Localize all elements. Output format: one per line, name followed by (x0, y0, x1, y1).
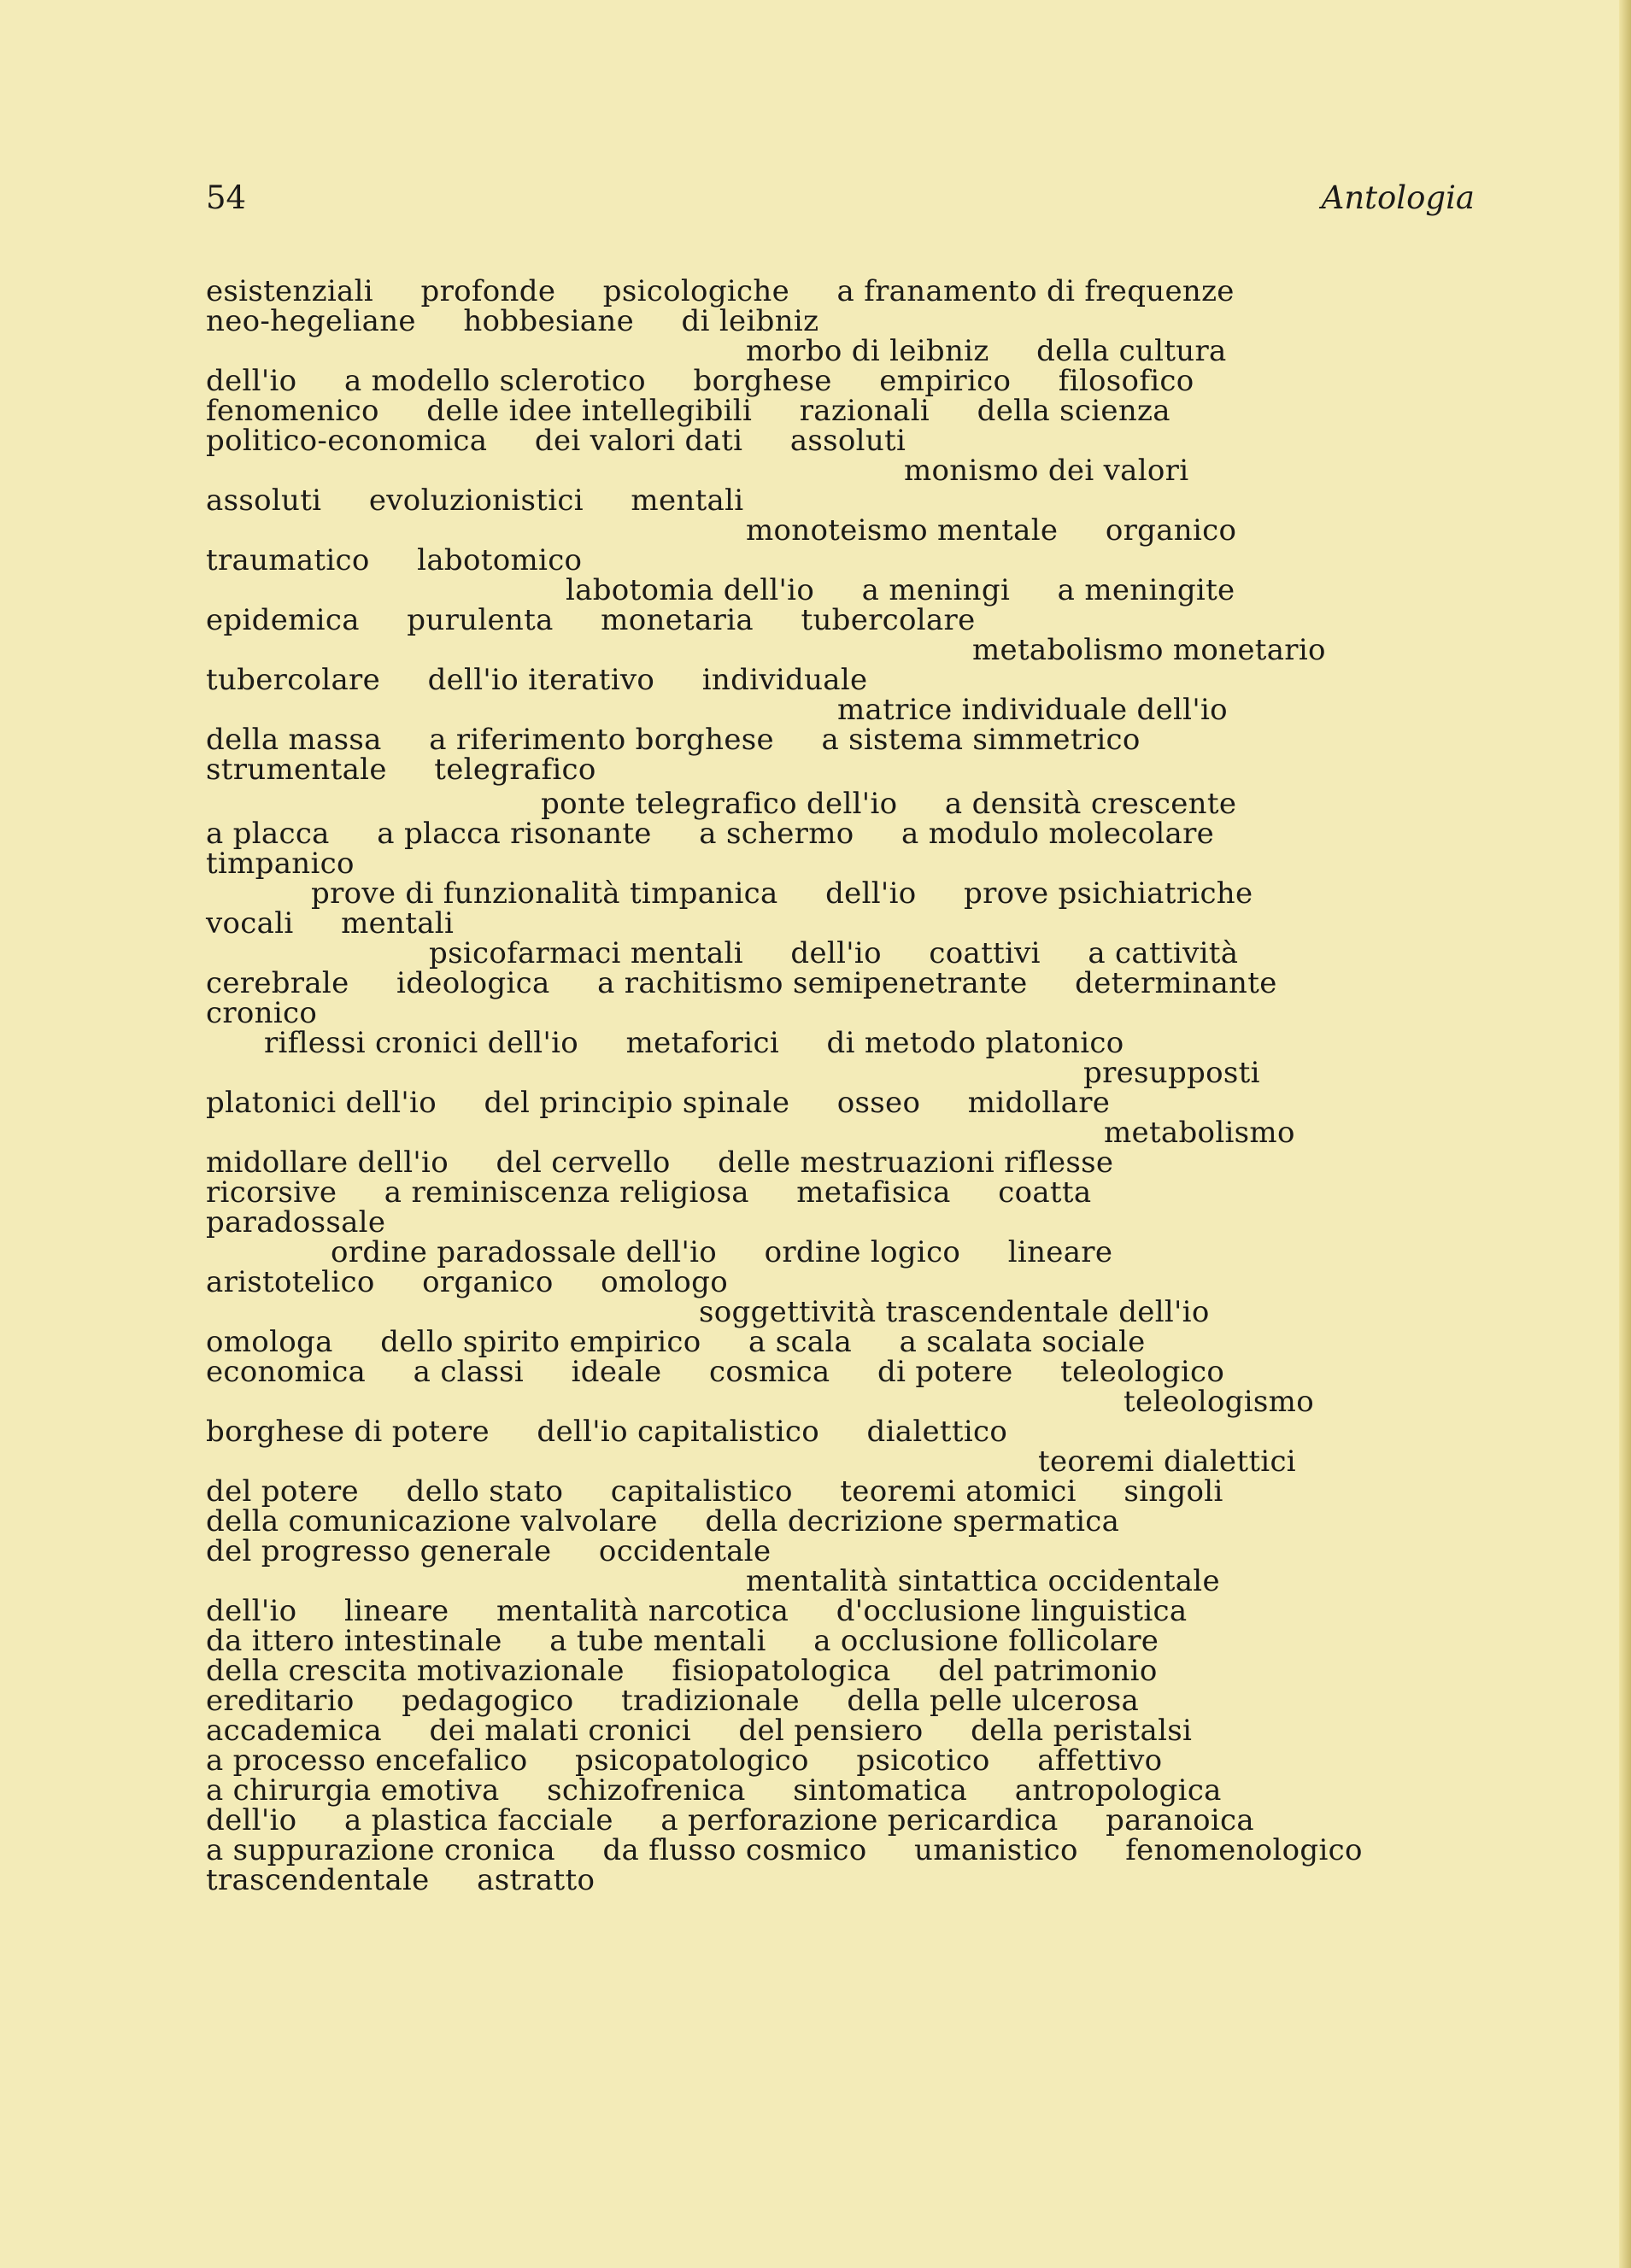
poem-line: metabolismo (1104, 1116, 1295, 1150)
poem-line: assoluti evoluzionistici mentali (206, 483, 744, 518)
poem-line: cerebrale ideologica a rachitismo semipenetrante determinante (206, 966, 1277, 1000)
poem-line: monismo dei valori (904, 454, 1189, 488)
poem-line: a processo encefalico psicopatologico psicotico affettivo (206, 1743, 1163, 1778)
poem-line: paradossale (206, 1205, 386, 1239)
poem-line: della massa a riferimento borghese a sistema simmetrico (206, 723, 1141, 757)
poem-line: omologa dello spirito empirico a scala a scalata sociale (206, 1325, 1146, 1359)
poem-line: timpanico (206, 847, 355, 881)
poem-line: traumatico labotomico (206, 543, 583, 577)
poem-line: da ittero intestinale a tube mentali a occlusione follicolare (206, 1624, 1159, 1658)
running-title: Antologia (1321, 179, 1475, 216)
poem-line: aristotelico organico omologo (206, 1265, 728, 1299)
poem-line: mentalità sintattica occidentale (746, 1564, 1220, 1598)
poem-line: presupposti (1083, 1056, 1260, 1090)
poem-line: economica a classi ideale cosmica di potere teleologico (206, 1355, 1225, 1389)
poem-line: labotomia dell'io a meningi a meningite (566, 573, 1235, 607)
poem-line: della comunicazione valvolare della decrizione spermatica (206, 1504, 1120, 1538)
poem-line: del potere dello stato capitalistico teoremi atomici singoli (206, 1474, 1223, 1509)
poem-line: accademica dei malati cronici del pensiero della peristalsi (206, 1714, 1193, 1748)
poem-line: neo-hegeliane hobbesiane di leibniz (206, 304, 819, 338)
poem-line: trascendentale astratto (206, 1863, 595, 1897)
poem-line: vocali mentali (206, 906, 455, 941)
poem-line: del progresso generale occidentale (206, 1534, 771, 1568)
poem-line: matrice individuale dell'io (837, 693, 1228, 727)
poem-line: esistenziali profonde psicologiche a franamento di frequenze (206, 274, 1235, 308)
poem-line: ordine paradossale dell'io ordine logico lineare (331, 1235, 1113, 1269)
poem-line: teleologismo (1124, 1385, 1314, 1419)
poem-line: ponte telegrafico dell'io a densità crescente (541, 787, 1237, 821)
poem-line: dell'io a plastica facciale a perforazione pericardica paranoica (206, 1803, 1254, 1837)
poem-line: psicofarmaci mentali dell'io coattivi a cattività (429, 936, 1239, 970)
poem-line: fenomenico delle idee intellegibili razionali della scienza (206, 394, 1170, 428)
poem-line: soggettività trascendentale dell'io (699, 1295, 1210, 1329)
poem-line: metabolismo monetario (972, 633, 1326, 667)
poem-line: teoremi dialettici (1038, 1445, 1296, 1479)
poem-line: borghese di potere dell'io capitalistico dialettico (206, 1415, 1008, 1449)
poem-line: politico-economica dei valori dati assoluti (206, 424, 906, 458)
poem-line: ricorsive a reminiscenza religiosa metafisica coatta (206, 1175, 1092, 1210)
poem-line: a placca a placca risonante a schermo a modulo molecolare (206, 817, 1215, 851)
poem-line: dell'io a modello sclerotico borghese empirico filosofico (206, 364, 1194, 398)
poem-line: dell'io lineare mentalità narcotica d'occlusione linguistica (206, 1594, 1188, 1628)
poem-line: platonici dell'io del principio spinale osseo midollare (206, 1086, 1111, 1120)
poem-line: morbo di leibniz della cultura (746, 334, 1227, 368)
poem-line: a suppurazione cronica da flusso cosmico umanistico fenomenologico (206, 1833, 1363, 1867)
poem-line: tubercolare dell'io iterativo individuale (206, 663, 868, 697)
poem-line: a chirurgia emotiva schizofrenica sintomatica antropologica (206, 1773, 1222, 1808)
poem-line: strumentale telegrafico (206, 753, 596, 787)
poem-line: ereditario pedagogico tradizionale della pelle ulcerosa (206, 1684, 1140, 1718)
poem-line: della crescita motivazionale fisiopatologica del patrimonio (206, 1654, 1158, 1688)
poem-line: prove di funzionalità timpanica dell'io prove psichiatriche (311, 876, 1253, 911)
poem-line: midollare dell'io del cervello delle mestruazioni riflesse (206, 1146, 1114, 1180)
poem-line: epidemica purulenta monetaria tubercolare (206, 603, 976, 637)
page-number: 54 (206, 179, 247, 216)
poem-line: riflessi cronici dell'io metaforici di metodo platonico (264, 1026, 1124, 1060)
poem-line: cronico (206, 996, 318, 1030)
poem-line: monoteismo mentale organico (746, 513, 1237, 548)
